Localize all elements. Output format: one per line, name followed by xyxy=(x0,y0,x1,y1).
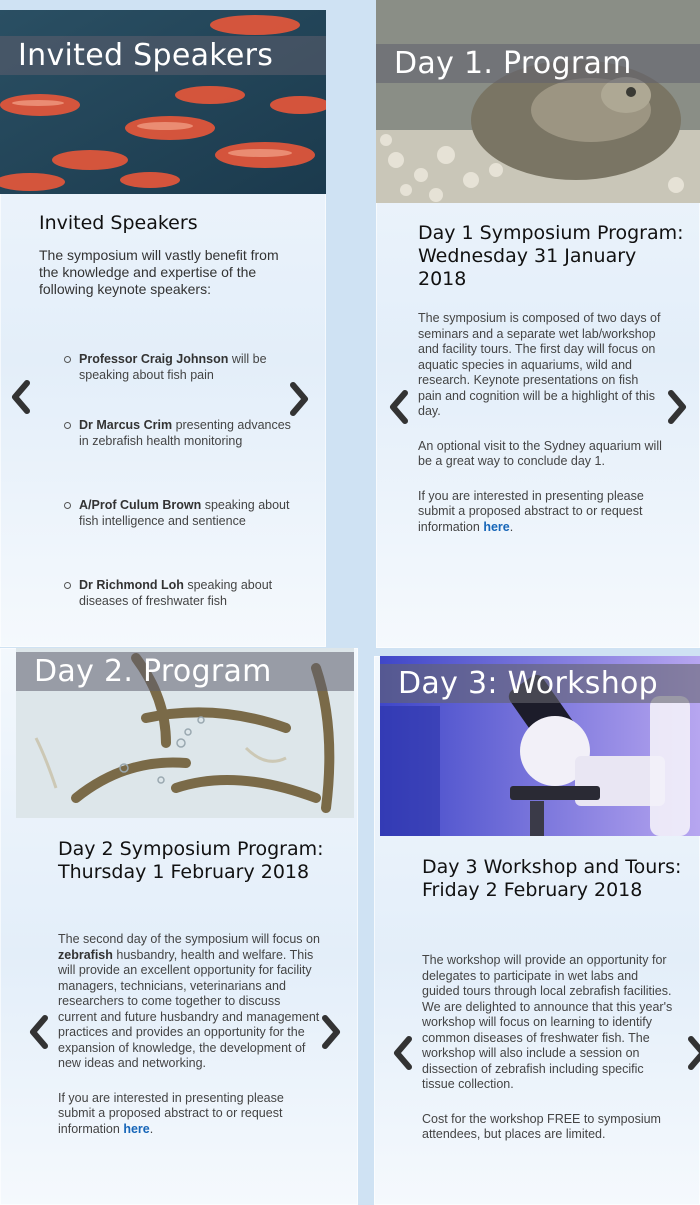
day3-panel xyxy=(374,656,700,1205)
day2-para2-text: If you are interested in presenting please submit a proposed abstract to or request information xyxy=(58,1090,284,1136)
speaker-desc: speaking about fish intelligence and sentience xyxy=(79,498,290,528)
day1-panel xyxy=(376,0,700,648)
day2-banner-title: Day 2. Program xyxy=(16,652,354,691)
bullet-icon xyxy=(64,502,71,509)
next-slide-button[interactable] xyxy=(686,1036,700,1070)
day1-heading xyxy=(418,222,688,291)
day3-banner-title: Day 3: Workshop xyxy=(380,664,700,703)
speaker-name: Dr Richmond Loh xyxy=(79,578,184,592)
speakers-heading: Invited Speakers xyxy=(39,212,198,234)
prev-slide-button[interactable] xyxy=(392,1036,414,1070)
day1-banner-title: Day 1. Program xyxy=(376,44,700,83)
day3-body xyxy=(422,953,678,1143)
bullet-icon xyxy=(64,356,71,363)
day2-body xyxy=(58,932,320,1137)
day2-banner xyxy=(16,648,354,818)
next-slide-button[interactable] xyxy=(320,1015,342,1049)
day1-para3-text: If you are interested in presenting please submit a proposed abstract to or request information xyxy=(418,488,644,534)
day2-para1-start: The second day of the symposium will focus on xyxy=(58,932,320,946)
day2-heading xyxy=(58,838,338,884)
prev-slide-button[interactable] xyxy=(388,390,410,424)
day3-heading-line2: Friday 2 February 2018 xyxy=(422,879,643,901)
speaker-item xyxy=(79,352,299,383)
day3-heading xyxy=(422,856,692,902)
bullet-icon xyxy=(64,582,71,589)
chevron-right-icon xyxy=(288,382,310,416)
speaker-desc: will be speaking about fish pain xyxy=(79,352,267,382)
prev-slide-button[interactable] xyxy=(10,380,32,414)
day1-para1: The symposium is composed of two days of seminars and a separate wet lab/workshop and facility tours. The first day will focus on aquatic species in aquariums, wild and research. Keynote presentations on fish pain and cognition will be a highlight of this day. xyxy=(418,311,661,418)
chevron-left-icon xyxy=(28,1015,50,1049)
speakers-intro: The symposium will vastly benefit from the knowledge and expertise of the following keynote speakers: xyxy=(39,247,279,297)
day3-heading-line1: Day 3 Workshop and Tours: xyxy=(422,856,682,878)
day1-para3-end: . xyxy=(509,519,514,534)
day2-para2-end: . xyxy=(149,1121,154,1136)
chevron-right-icon xyxy=(320,1015,342,1049)
chevron-right-icon xyxy=(686,1036,700,1070)
next-slide-button[interactable] xyxy=(288,382,310,416)
day2-panel xyxy=(0,648,358,1205)
day1-para2: An optional visit to the Sydney aquarium will be a great way to conclude day 1. xyxy=(418,438,662,468)
speaker-desc: presenting advances in zebrafish health monitoring xyxy=(79,418,291,448)
day1-heading-line1: Day 1 Symposium Program: xyxy=(418,222,684,244)
day1-heading-line2: Wednesday 31 January 2018 xyxy=(418,245,637,290)
day2-para1 xyxy=(58,932,320,1072)
day2-here-link[interactable]: here xyxy=(123,1121,150,1136)
speaker-name: Dr Marcus Crim xyxy=(79,418,173,432)
day2-heading-line2: Thursday 1 February 2018 xyxy=(58,861,310,883)
speakers-panel xyxy=(0,10,326,647)
day3-para2: Cost for the workshop FREE to symposium attendees, but places are limited. xyxy=(422,1111,661,1141)
stonefish-photo xyxy=(376,0,700,203)
day2-para1-bold: zebrafish xyxy=(58,947,113,962)
day1-body xyxy=(418,311,664,535)
chevron-left-icon xyxy=(388,390,410,424)
day1-para3 xyxy=(418,489,664,536)
day1-banner xyxy=(376,0,700,203)
prev-slide-button[interactable] xyxy=(28,1015,50,1049)
day1-here-link[interactable]: here xyxy=(483,519,510,534)
speakers-banner xyxy=(0,10,326,194)
day3-banner xyxy=(380,656,700,836)
speakers-banner-title: Invited Speakers xyxy=(0,36,326,75)
chevron-left-icon xyxy=(392,1036,414,1070)
day3-para1: The workshop will provide an opportunity for delegates to participate in wet labs and guided tours through local zebrafish facilities. We are delighted to announce that this year's workshop will focus on learning to identify common diseases of freshwater fish. The workshop will also include a session on dissection of zebrafish including specific tissue collection. xyxy=(422,953,673,1091)
speaker-item xyxy=(79,578,299,609)
speaker-desc: speaking about diseases of freshwater fish xyxy=(79,578,273,608)
day2-heading-line1: Day 2 Symposium Program: xyxy=(58,838,324,860)
day2-para1-end: husbandry, health and welfare. This will provide an excellent opportunity for facility managers, technicians, veterinarians and researchers to come together to discuss current and future husbandry and management practices and provides an opportunity for the expansion of knowledge, the development of new ideas and networking. xyxy=(58,947,320,1070)
speaker-name: A/Prof Culum Brown xyxy=(79,498,202,512)
next-slide-button[interactable] xyxy=(666,390,688,424)
speaker-name: Professor Craig Johnson xyxy=(79,352,229,366)
day2-para2 xyxy=(58,1091,320,1138)
bullet-icon xyxy=(64,422,71,429)
chevron-right-icon xyxy=(666,390,688,424)
speaker-item xyxy=(79,418,299,449)
chevron-left-icon xyxy=(10,380,32,414)
speaker-item xyxy=(79,498,299,529)
